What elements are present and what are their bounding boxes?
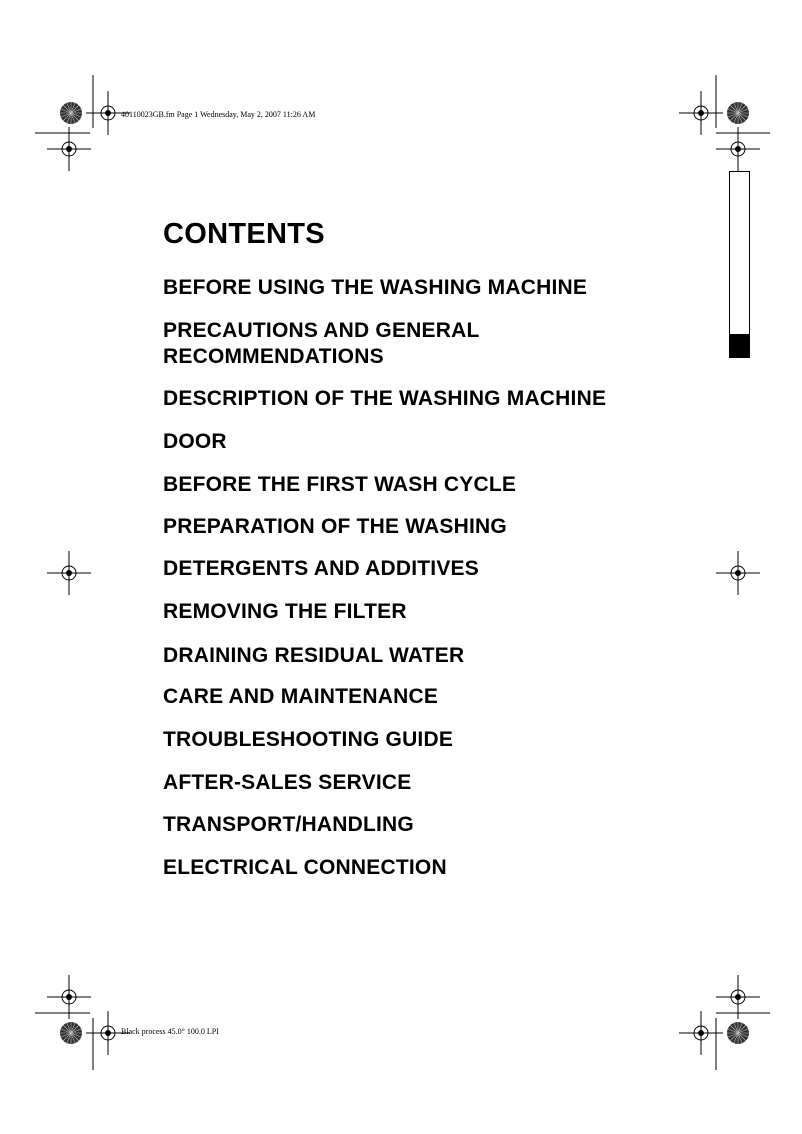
toc-item-before-using: BEFORE USING THE WASHING MACHINE bbox=[163, 276, 588, 299]
page-title: CONTENTS bbox=[163, 218, 325, 250]
toc-item-draining: DRAINING RESIDUAL WATER bbox=[163, 644, 465, 667]
toc-item-care: CARE AND MAINTENANCE bbox=[163, 685, 439, 708]
toc-item-after-sales: AFTER-SALES SERVICE bbox=[163, 771, 412, 794]
section-tab-marker bbox=[729, 334, 750, 358]
toc-item-electrical: ELECTRICAL CONNECTION bbox=[163, 856, 447, 879]
section-tab bbox=[729, 171, 750, 357]
toc-item-preparation: PREPARATION OF THE WASHING bbox=[163, 515, 507, 538]
toc-item-recommendations: RECOMMENDATIONS bbox=[163, 345, 384, 368]
print-slug-header: 40110023GB.fm Page 1 Wednesday, May 2, 2007 11:26 AM bbox=[121, 110, 316, 119]
print-slug-footer: Black process 45.0° 100.0 LPI bbox=[121, 1027, 219, 1036]
toc-item-removing-filter: REMOVING THE FILTER bbox=[163, 600, 407, 623]
toc-item-troubleshooting: TROUBLESHOOTING GUIDE bbox=[163, 728, 454, 751]
toc-item-door: DOOR bbox=[163, 430, 227, 453]
toc-item-first-wash: BEFORE THE FIRST WASH CYCLE bbox=[163, 473, 517, 496]
toc-item-precautions: PRECAUTIONS AND GENERAL bbox=[163, 319, 480, 342]
toc-item-description: DESCRIPTION OF THE WASHING MACHINE bbox=[163, 387, 607, 410]
toc-item-detergents: DETERGENTS AND ADDITIVES bbox=[163, 557, 479, 580]
toc-item-transport: TRANSPORT/HANDLING bbox=[163, 813, 414, 836]
